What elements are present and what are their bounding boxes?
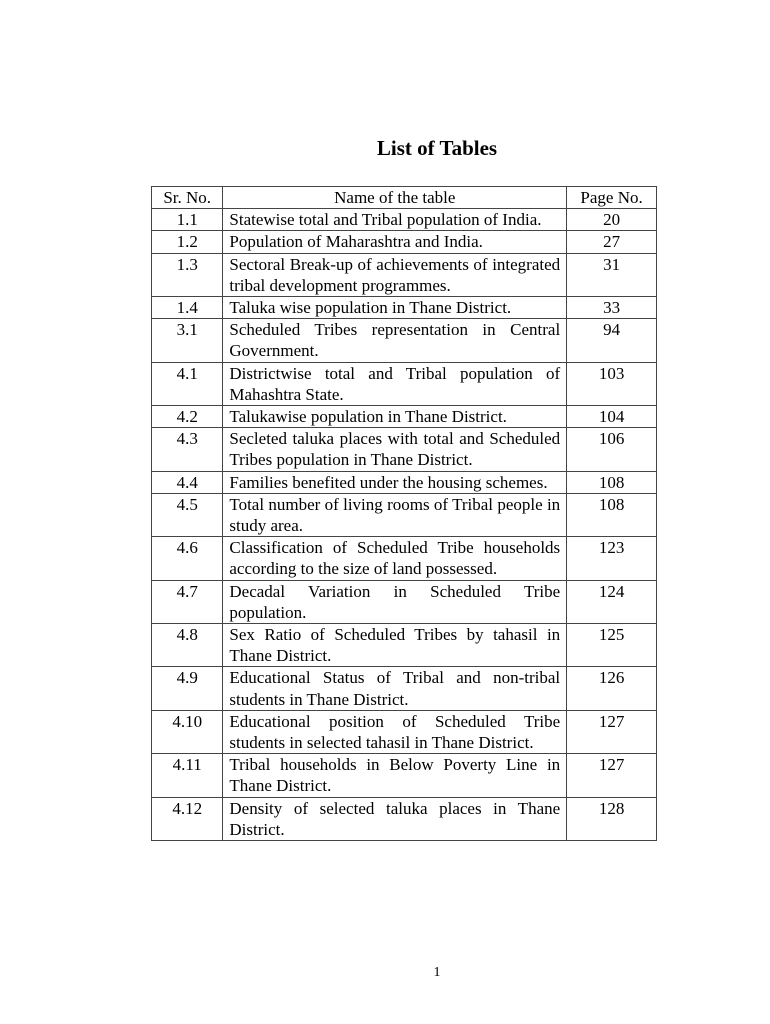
page-no-cell: 124	[567, 580, 657, 623]
list-of-tables	[151, 186, 657, 841]
table-name-cell: Classification of Scheduled Tribe households according to the size of land possessed.	[223, 537, 567, 580]
table-row	[152, 537, 657, 580]
table-row	[152, 319, 657, 362]
sr-cell: 1.1	[152, 209, 223, 231]
page-no-cell: 125	[567, 624, 657, 667]
table-row	[152, 797, 657, 840]
table-name-cell: Educational Status of Tribal and non-tribal students in Thane District.	[223, 667, 567, 710]
table-name-cell: Tribal households in Below Poverty Line in Thane District.	[223, 754, 567, 797]
page-no-cell: 27	[567, 231, 657, 253]
page-no-cell: 33	[567, 297, 657, 319]
table-name-cell: Sex Ratio of Scheduled Tribes by tahasil in Thane District.	[223, 624, 567, 667]
page-no-cell: 31	[567, 253, 657, 296]
sr-cell: 3.1	[152, 319, 223, 362]
sr-cell: 4.11	[152, 754, 223, 797]
page-no-cell: 94	[567, 319, 657, 362]
table-name-cell: Scheduled Tribes representation in Central Government.	[223, 319, 567, 362]
page-no-cell: 127	[567, 710, 657, 753]
table-name-cell: Total number of living rooms of Tribal people in study area.	[223, 493, 567, 536]
page-no-cell: 108	[567, 471, 657, 493]
table-row	[152, 362, 657, 405]
table-name-cell: Districtwise total and Tribal population of Mahashtra State.	[223, 362, 567, 405]
table-name-cell: Talukawise population in Thane District.	[223, 406, 567, 428]
table-row	[152, 710, 657, 753]
sr-cell: 4.10	[152, 710, 223, 753]
page-no-cell: 126	[567, 667, 657, 710]
sr-cell: 4.9	[152, 667, 223, 710]
page-no-cell: 20	[567, 209, 657, 231]
page-no-cell: 108	[567, 493, 657, 536]
page-no-cell: 128	[567, 797, 657, 840]
sr-cell: 4.1	[152, 362, 223, 405]
table-row	[152, 624, 657, 667]
table-name-cell: Sectoral Break-up of achievements of integrated tribal development programmes.	[223, 253, 567, 296]
table-name-cell: Population of Maharashtra and India.	[223, 231, 567, 253]
sr-cell: 4.2	[152, 406, 223, 428]
table-body	[152, 209, 657, 841]
table-name-cell: Families benefited under the housing schemes.	[223, 471, 567, 493]
table-name-cell: Secleted taluka places with total and Scheduled Tribes population in Thane District.	[223, 428, 567, 471]
table-name-cell: Density of selected taluka places in Thane District.	[223, 797, 567, 840]
page-no-cell: 123	[567, 537, 657, 580]
page-number: 1	[433, 965, 441, 980]
sr-cell: 4.5	[152, 493, 223, 536]
sr-cell: 1.2	[152, 231, 223, 253]
table-row	[152, 754, 657, 797]
table-row	[152, 667, 657, 710]
page-no-cell: 127	[567, 754, 657, 797]
table-row	[152, 253, 657, 296]
table-row	[152, 471, 657, 493]
page-no-cell: 104	[567, 406, 657, 428]
page-no-cell: 106	[567, 428, 657, 471]
table-row	[152, 231, 657, 253]
sr-cell: 4.4	[152, 471, 223, 493]
table-name-cell: Educational position of Scheduled Tribe students in selected tahasil in Thane District.	[223, 710, 567, 753]
sr-cell: 4.7	[152, 580, 223, 623]
header-page-no: Page No.	[567, 187, 657, 209]
table-row	[152, 493, 657, 536]
table-name-cell: Statewise total and Tribal population of India.	[223, 209, 567, 231]
table-row	[152, 580, 657, 623]
header-table-name: Name of the table	[223, 187, 567, 209]
page-no-cell: 103	[567, 362, 657, 405]
table-row	[152, 209, 657, 231]
table-name-cell: Decadal Variation in Scheduled Tribe population.	[223, 580, 567, 623]
sr-cell: 1.3	[152, 253, 223, 296]
sr-cell: 1.4	[152, 297, 223, 319]
table-name-cell: Taluka wise population in Thane District.	[223, 297, 567, 319]
sr-cell: 4.6	[152, 537, 223, 580]
page-title: List of Tables	[376, 136, 498, 160]
table-row	[152, 406, 657, 428]
table-row	[152, 297, 657, 319]
header-sr-no: Sr. No.	[152, 187, 223, 209]
sr-cell: 4.3	[152, 428, 223, 471]
sr-cell: 4.8	[152, 624, 223, 667]
table-row	[152, 428, 657, 471]
table-header-row	[152, 187, 657, 209]
sr-cell: 4.12	[152, 797, 223, 840]
